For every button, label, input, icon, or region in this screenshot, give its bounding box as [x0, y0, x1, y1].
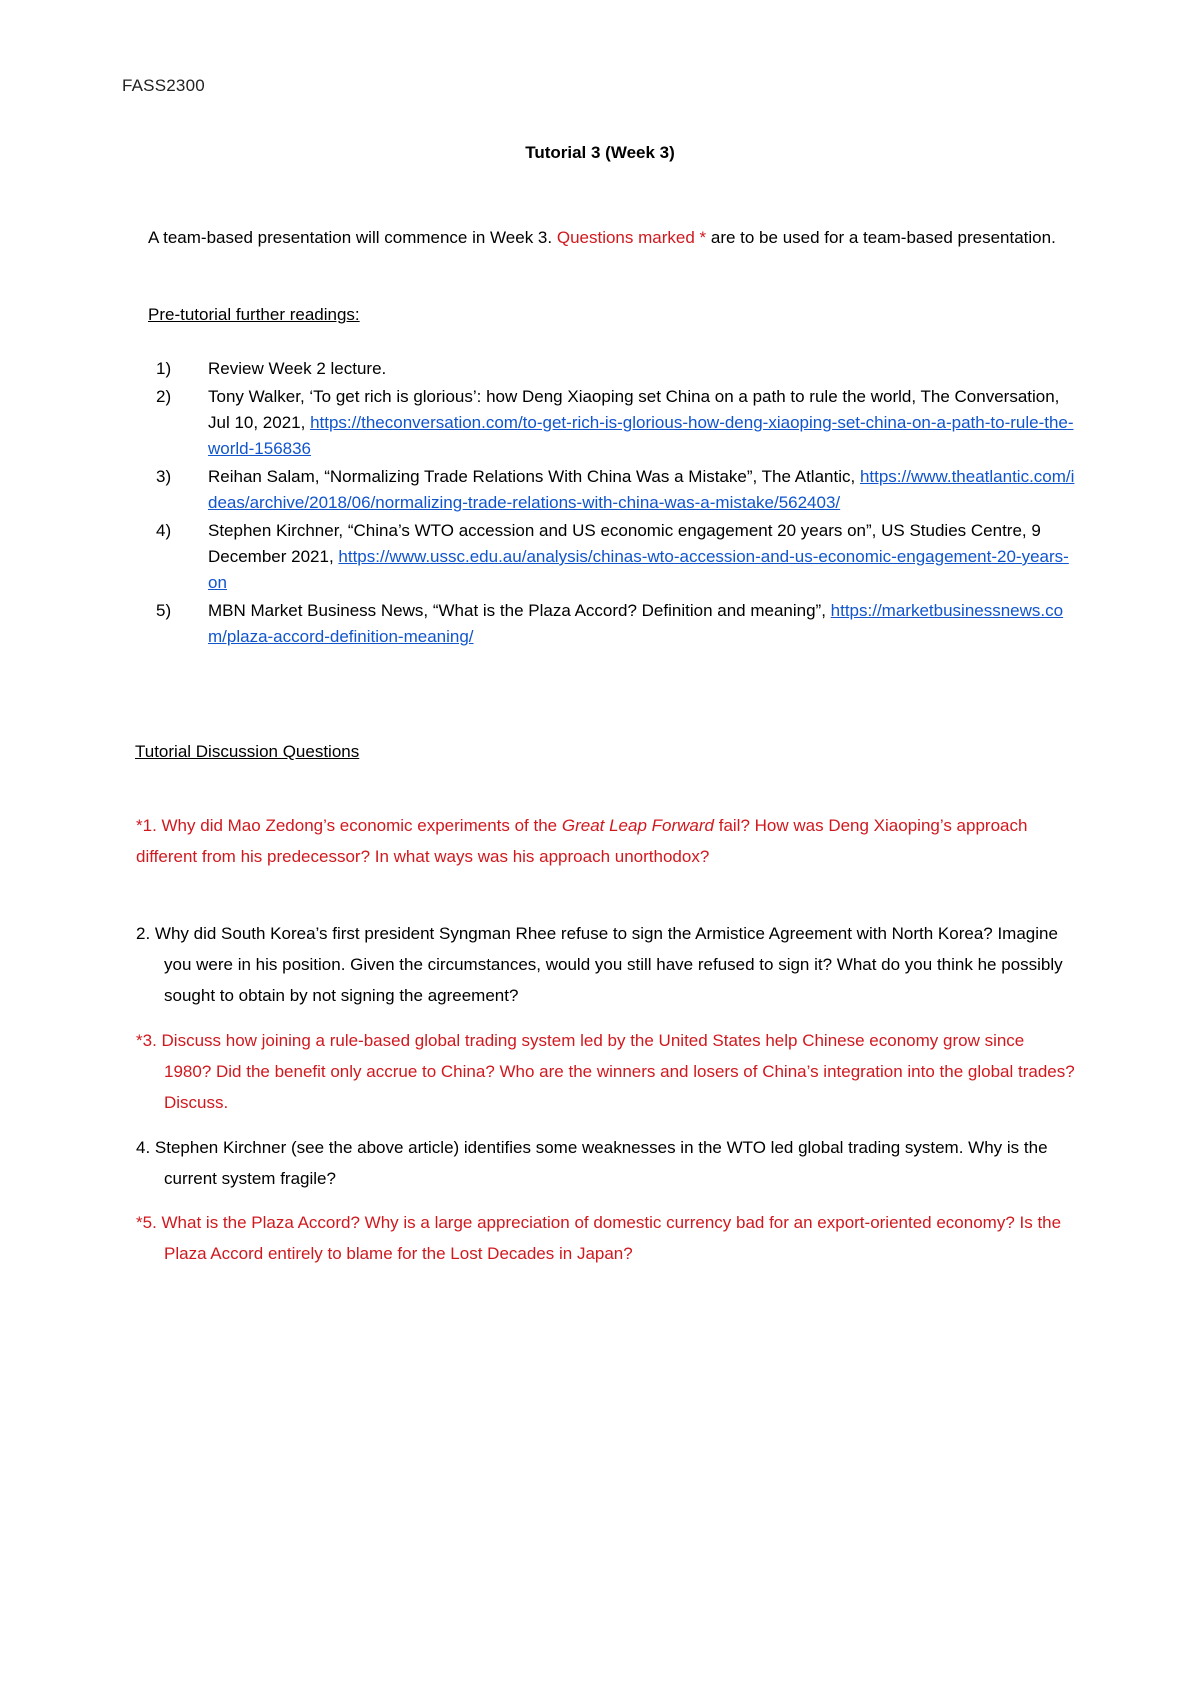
- intro-text-after: are to be used for a team-based presentation.: [706, 228, 1056, 247]
- question-1-part2: fail? How was Deng Xiaoping’s approach different from his predecessor? In what ways was his approach unorthodox?: [136, 816, 1028, 866]
- question-1-italic: Great Leap Forward: [561, 816, 714, 835]
- reading-text: Review Week 2 lecture.: [208, 359, 387, 378]
- question-1: [136, 810, 1076, 872]
- question-5: [136, 1207, 1076, 1269]
- intro-highlight: Questions marked *: [556, 228, 707, 247]
- readings-list: [148, 356, 1078, 652]
- question-4-text: 4. Stephen Kirchner (see the above article) identifies some weaknesses in the WTO led global trading system. Why is the current system fragile?: [136, 1138, 1048, 1188]
- reading-link[interactable]: https://www.theatlantic.com/ideas/archive/2018/06/normalizing-trade-relations-with-china-was-a-mistake/562403/: [208, 467, 1075, 512]
- question-2-text: 2. Why did South Korea’s first president Syngman Rhee refuse to sign the Armistice Agreement with North Korea? Imagine you were in his position. Given the circumstances, would you still have refused to sign it? What do you think he possibly sought to obtain by not signing the agreement?: [136, 924, 1063, 1005]
- page-title: Tutorial 3 (Week 3): [525, 143, 675, 162]
- question-5-text: *5. What is the Plaza Accord? Why is a large appreciation of domestic currency bad for an export-oriented economy? Is the Plaza Accord entirely to blame for the Lost Decades in Japan?: [136, 1213, 1062, 1263]
- reading-item: [148, 464, 1078, 516]
- reading-text: MBN Market Business News, “What is the Plaza Accord? Definition and meaning”,: [208, 601, 831, 620]
- question-3: [136, 1025, 1076, 1118]
- reading-number: 4): [156, 521, 172, 540]
- reading-number: 5): [156, 601, 172, 620]
- reading-text: Tony Walker, ‘To get rich is glorious’: how Deng Xiaoping set China on a path to rule the world, The Conversation, Jul 10, 2021,: [208, 387, 1060, 432]
- reading-number: 2): [156, 387, 172, 406]
- reading-item: [148, 518, 1078, 596]
- course-code: FASS2300: [122, 76, 205, 95]
- question-2: [136, 918, 1076, 1011]
- reading-text: Reihan Salam, “Normalizing Trade Relations With China Was a Mistake”, The Atlantic,: [208, 467, 860, 486]
- question-3-text: *3. Discuss how joining a rule-based global trading system led by the United States help Chinese economy grow since 1980? Did the benefit only accrue to China? Who are the winners and losers of China’s integration into the global trades? Discuss.: [136, 1031, 1075, 1112]
- question-4: [136, 1132, 1076, 1194]
- intro-text-before: A team-based presentation will commence in Week 3.: [148, 228, 557, 247]
- question-1-part1: *1. Why did Mao Zedong’s economic experiments of the: [136, 816, 562, 835]
- reading-link[interactable]: https://www.ussc.edu.au/analysis/chinas-wto-accession-and-us-economic-engagement-20-years-on: [208, 547, 1069, 592]
- reading-text: Stephen Kirchner, “China’s WTO accession and US economic engagement 20 years on”, US Studies Centre, 9 December 2021,: [208, 521, 1041, 566]
- readings-heading: Pre-tutorial further readings:: [148, 305, 360, 324]
- discussion-heading: Tutorial Discussion Questions: [135, 742, 360, 761]
- reading-item: [148, 598, 1078, 650]
- intro-paragraph: [148, 225, 1078, 251]
- reading-item: [148, 384, 1078, 462]
- reading-item: [148, 356, 1078, 382]
- reading-link[interactable]: https://marketbusinessnews.com/plaza-accord-definition-meaning/: [208, 601, 1064, 646]
- reading-link[interactable]: https://theconversation.com/to-get-rich-is-glorious-how-deng-xiaoping-set-china-on-a-path-to-rule-the-world-156836: [208, 413, 1074, 458]
- reading-number: 3): [156, 467, 172, 486]
- reading-number: 1): [156, 359, 172, 378]
